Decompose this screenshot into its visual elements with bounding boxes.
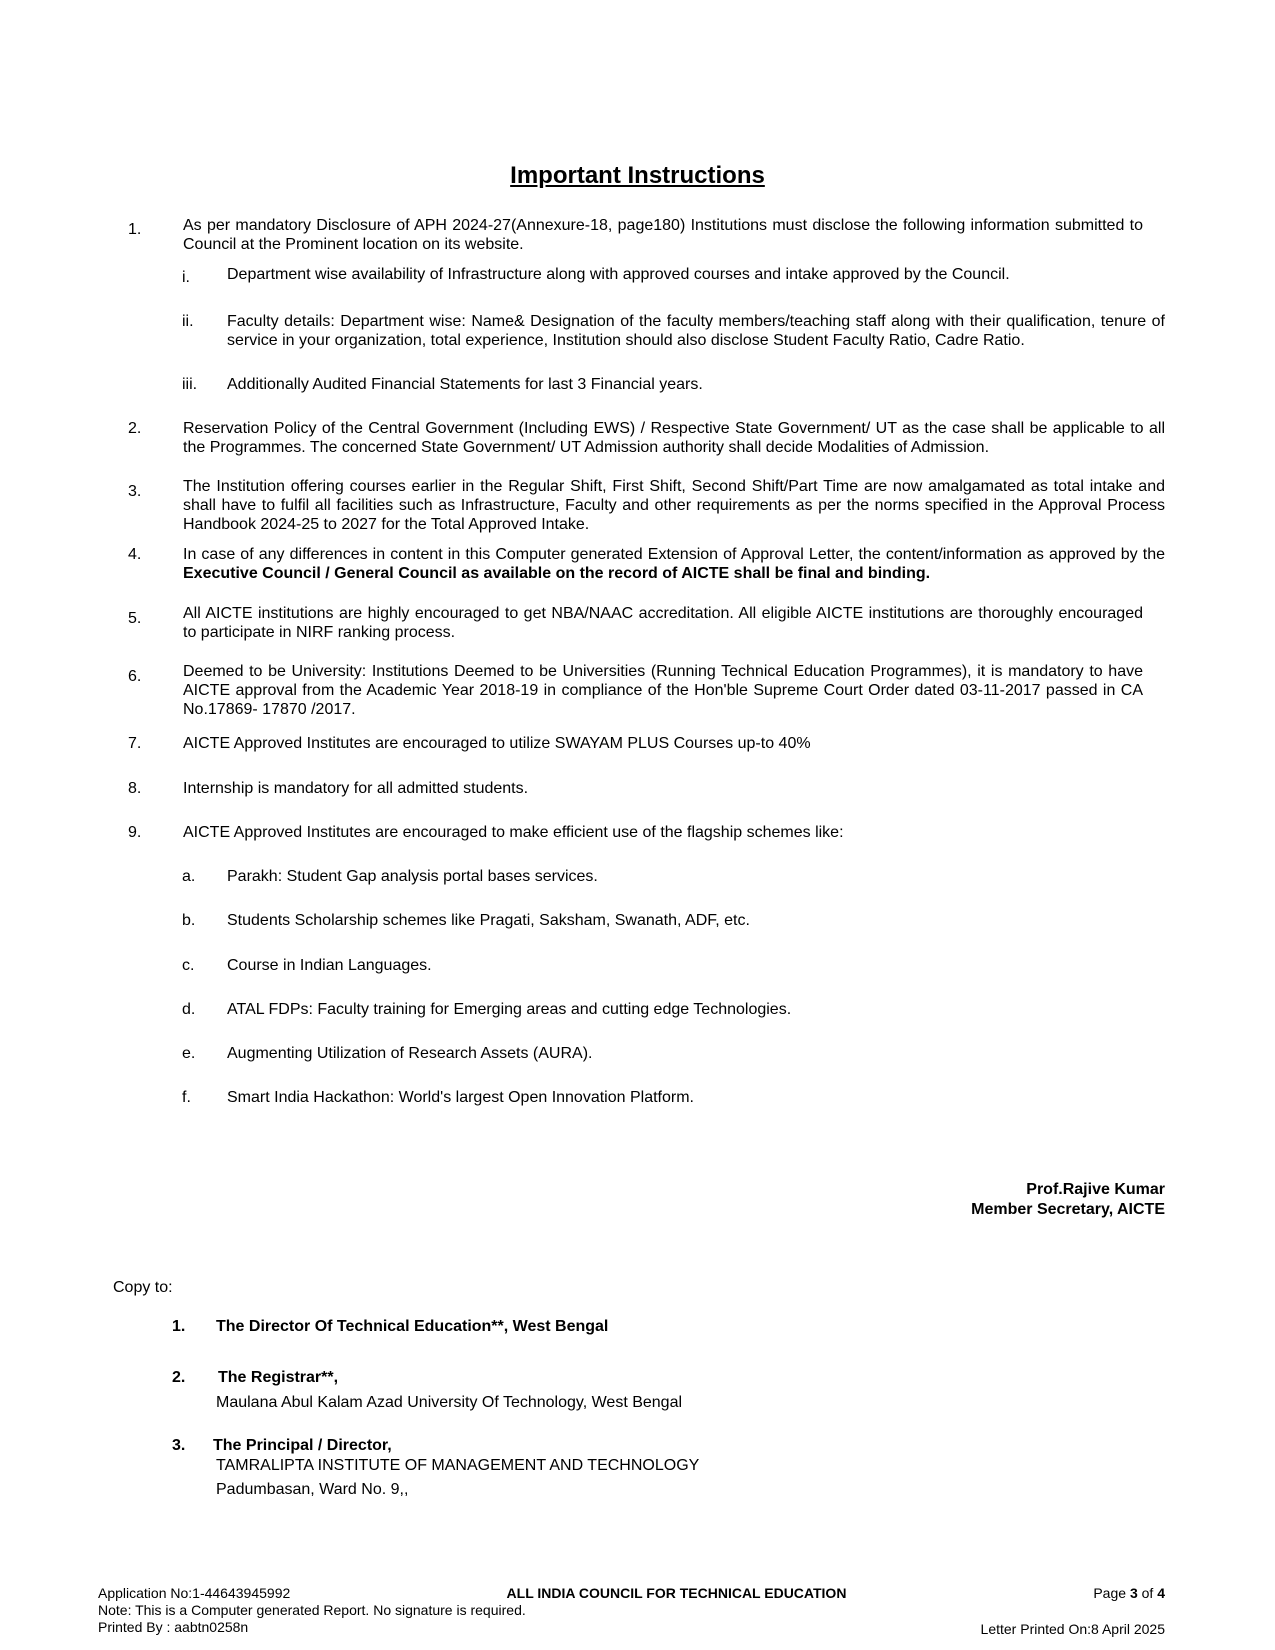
item-number: 2.: [128, 420, 142, 437]
page-current: 3: [1129, 1585, 1138, 1601]
item-number: 7.: [128, 735, 142, 752]
footer-council-name: ALL INDIA COUNCIL FOR TECHNICAL EDUCATION: [506, 1585, 847, 1601]
item-number: 9.: [128, 824, 142, 841]
signatory-designation: Member Secretary, AICTE: [971, 1201, 1165, 1218]
item-text: Deemed to be University: Institutions Deemed to be Universities (Running Technical Education Programmes), it is mandatory to have AICTE approval from the Academic Year 2018-19 in compliance of the Hon'ble Supreme Court Order dated 03-11-2017 passed in CA No.17869- 17870 /2017.: [183, 663, 1143, 718]
page-total: 4: [1157, 1585, 1165, 1601]
subitem-text: Parakh: Student Gap analysis portal bases services.: [227, 868, 598, 885]
subitem-number: f.: [182, 1089, 191, 1106]
footer-printed-on: Letter Printed On:8 April 2025: [980, 1621, 1165, 1637]
page-of: of: [1137, 1585, 1158, 1601]
copy-entry-line: TAMRALIPTA INSTITUTE OF MANAGEMENT AND TECHNOLOGY: [216, 1457, 700, 1474]
copy-entry-number: 3.: [172, 1437, 186, 1454]
footer-page-indicator: [1093, 1585, 1165, 1602]
subitem-text: ATAL FDPs: Faculty training for Emerging areas and cutting edge Technologies.: [227, 1001, 792, 1018]
item-text: Reservation Policy of the Central Government (Including EWS) / Respective State Government/ UT as the case shall be applicable to all the Programmes. The concerned State Government/ UT Admission authority shall decide Modalities of Admission.: [183, 420, 1165, 456]
subitem-number: i.: [182, 269, 190, 286]
copy-to-label: Copy to:: [113, 1279, 173, 1296]
copy-entry-number: 1.: [172, 1318, 186, 1335]
subitem-number: b.: [182, 912, 196, 929]
copy-entry-number: 2.: [172, 1369, 186, 1386]
item-text: The Institution offering courses earlier in the Regular Shift, First Shift, Second Shift/Part Time are now amalgamated as total intake and shall have to fulfil all facilities such as Infrastructure, Faculty and other requirements as per the norms specified in the Approval Process Handbook 2024-25 to 2027 for the Total Approved Intake.: [183, 478, 1165, 533]
item-number: 4.: [128, 546, 142, 563]
copy-entry-title: The Director Of Technical Education**, West Bengal: [216, 1318, 609, 1335]
copy-entry-line: Maulana Abul Kalam Azad University Of Technology, West Bengal: [216, 1394, 683, 1411]
page-prefix: Page: [1093, 1585, 1130, 1601]
item-text: As per mandatory Disclosure of APH 2024-27(Annexure-18, page180) Institutions must disclose the following information submitted to Council at the Prominent location on its website.: [183, 217, 1143, 253]
item-text: Internship is mandatory for all admitted students.: [183, 780, 529, 797]
item-text: [183, 545, 1165, 583]
subitem-number: a.: [182, 868, 196, 885]
subitem-text: Students Scholarship schemes like Pragati, Saksham, Swanath, ADF, etc.: [227, 912, 750, 929]
item-number: 6.: [128, 668, 142, 685]
item-number: 8.: [128, 780, 142, 797]
footer-note: Note: This is a Computer generated Report. No signature is required.: [98, 1602, 526, 1618]
copy-entry-title: The Principal / Director,: [213, 1437, 392, 1454]
item-text-bold: Executive Council / General Council as available on the record of AICTE shall be final and binding.: [183, 565, 931, 582]
subitem-number: e.: [182, 1045, 196, 1062]
footer-printed-by: Printed By : aabtn0258n: [98, 1619, 249, 1635]
item-text: AICTE Approved Institutes are encouraged to make efficient use of the flagship schemes like:: [183, 824, 844, 841]
copy-entry-line: Padumbasan, Ward No. 9,,: [216, 1481, 409, 1498]
item-number: 1.: [128, 221, 142, 238]
subitem-text: Course in Indian Languages.: [227, 957, 432, 974]
copy-entry-title: The Registrar**,: [218, 1369, 339, 1386]
subitem-text: Faculty details: Department wise: Name& Designation of the faculty members/teaching staff along with their qualification, tenure of service in your organization, total experience, Institution should also disclose Student Faculty Ratio, Cadre Ratio.: [227, 313, 1165, 349]
subitem-number: d.: [182, 1001, 196, 1018]
subitem-number: c.: [182, 957, 195, 974]
item-number: 5.: [128, 610, 142, 627]
subitem-number: ii.: [182, 313, 194, 330]
subitem-text: Department wise availability of Infrastructure along with approved courses and intake approved by the Council.: [227, 266, 1010, 283]
page-title: Important Instructions: [510, 162, 765, 189]
subitem-text: Augmenting Utilization of Research Assets (AURA).: [227, 1045, 593, 1062]
subitem-number: iii.: [182, 376, 198, 393]
signatory-name: Prof.Rajive Kumar: [1026, 1181, 1165, 1198]
subitem-text: Smart India Hackathon: World's largest Open Innovation Platform.: [227, 1089, 694, 1106]
item-text: All AICTE institutions are highly encouraged to get NBA/NAAC accreditation. All eligible AICTE institutions are thoroughly encouraged to participate in NIRF ranking process.: [183, 605, 1143, 641]
subitem-text: Additionally Audited Financial Statements for last 3 Financial years.: [227, 376, 703, 393]
item-text-plain: In case of any differences in content in this Computer generated Extension of Approval Letter, the content/information as approved by the: [183, 546, 1165, 563]
footer-application-no: Application No:1-44643945992: [98, 1585, 291, 1601]
item-number: 3.: [128, 483, 142, 500]
item-text: AICTE Approved Institutes are encouraged to utilize SWAYAM PLUS Courses up-to 40%: [183, 735, 811, 752]
